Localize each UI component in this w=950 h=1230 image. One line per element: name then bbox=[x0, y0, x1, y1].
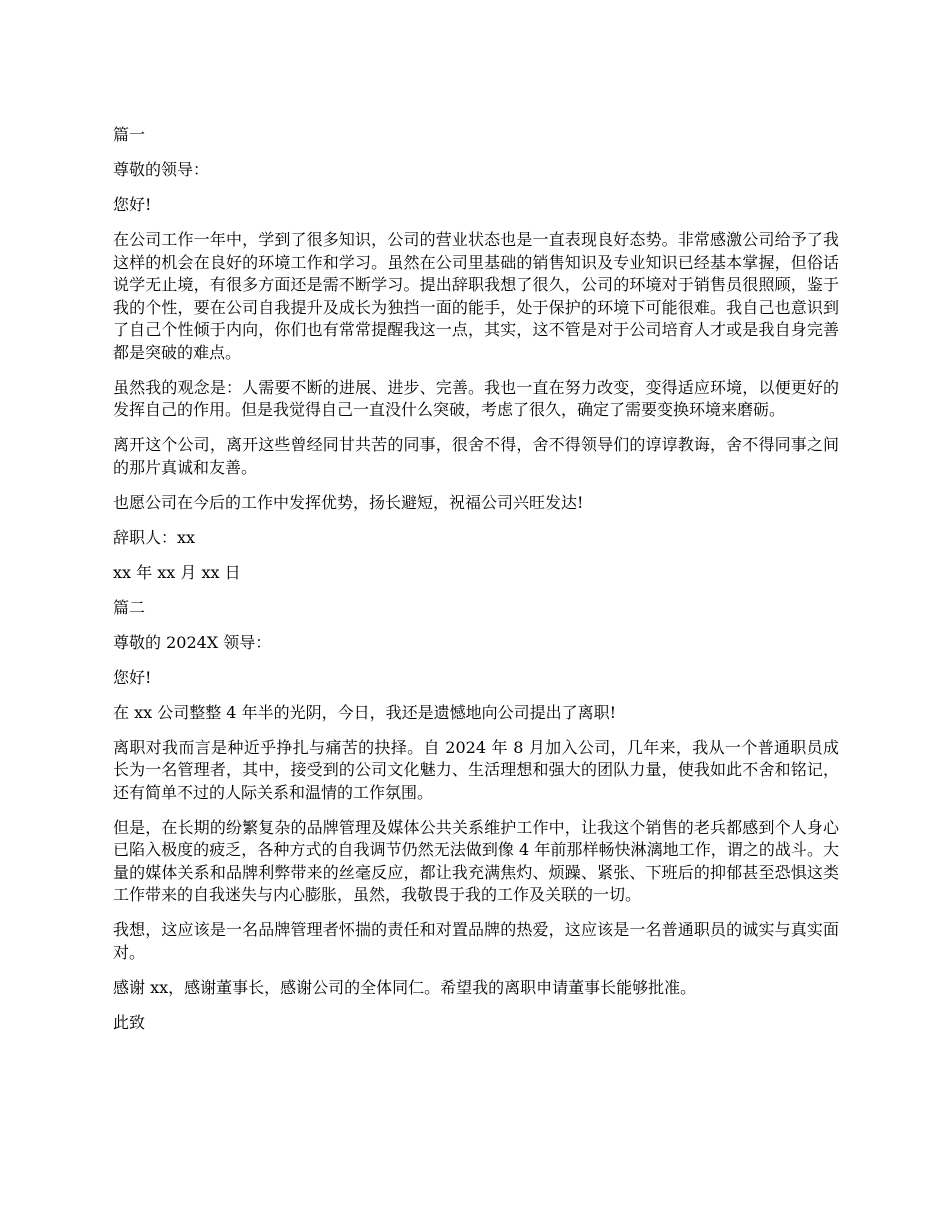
body-paragraph-3: 离开这个公司，离开这些曾经同甘共苦的同事，很舍不得，舍不得领导们的谆谆教诲，舍不得同事之间的那片真诚和友善。 bbox=[113, 435, 839, 477]
body-paragraph-4: 也愿公司在今后的工作中发挥优势，扬长避短，祝福公司兴旺发达! bbox=[113, 492, 584, 512]
section-heading-1: 篇一 bbox=[113, 125, 146, 144]
salutation-2: 尊敬的 2024X 领导： bbox=[113, 632, 272, 652]
closing-line: 此致 bbox=[113, 1012, 146, 1032]
body-paragraph-7: 但是，在长期的纷繁复杂的品牌管理及媒体公共关系维护工作中，让我这个销售的老兵都感到个人身心已陷入极度的疲乏，各种方式的自我调节仍然无法做到像 4 年前那样畅快淋漓地工作，谓之的战斗。大量的媒体关系和品牌利弊带来的丝毫反应，都让我充满焦灼、烦躁、紧张、下班后的抑郁甚至恐惧这类工作带来的自我迷失与内心膨胀，虽然，我敬畏于我的工作及关联的一切。 bbox=[113, 817, 839, 904]
date-line: xx 年 xx 月 xx 日 bbox=[113, 562, 241, 582]
section-heading-2: 篇二 bbox=[113, 597, 146, 617]
body-paragraph-6: 离职对我而言是种近乎挣扎与痛苦的抉择。自 2024 年 8 月加入公司，几年来，我从一个普通职员成长为一名管理者，其中，接受到的公司文化魅力、生活理想和强大的团队力量，使我如此不舍和铭记，还有简单不过的人际关系和温情的工作氛围。 bbox=[113, 737, 839, 802]
signature-line: 辞职人：xx bbox=[113, 527, 196, 547]
body-paragraph-9: 感谢 xx，感谢董事长，感谢公司的全体同仁。希望我的离职申请董事长能够批准。 bbox=[113, 977, 697, 997]
body-paragraph-1: 在公司工作一年中，学到了很多知识，公司的营业状态也是一直表现良好态势。非常感激公司给予了我这样的机会在良好的环境工作和学习。虽然在公司里基础的销售知识及专业知识已经基本掌握，但俗话说学无止境，有很多方面还是需不断学习。提出辞职我想了很久，公司的环境对于销售员很照顾，鉴于我的个性，要在公司自我提升及成长为独挡一面的能手，处于保护的环境下可能很难。我自己也意识到了自己个性倾于内向，你们也有常常提醒我这一点，其实，这不管是对于公司培育人才或是我自身完善都是突破的难点。 bbox=[113, 230, 839, 362]
greeting-1: 您好! bbox=[113, 195, 152, 214]
greeting-2: 您好! bbox=[113, 667, 152, 687]
salutation-1: 尊敬的领导： bbox=[113, 160, 210, 179]
body-paragraph-5: 在 xx 公司整整 4 年半的光阴，今日，我还是遗憾地向公司提出了离职! bbox=[113, 702, 617, 722]
body-paragraph-8: 我想，这应该是一名品牌管理者怀揣的责任和对置品牌的热爱，这应该是一名普通职员的诚实与真实面对。 bbox=[113, 920, 839, 962]
document-page bbox=[113, 124, 839, 1047]
body-paragraph-2: 虽然我的观念是：人需要不断的进展、进步、完善。我也一直在努力改变，变得适应环境，以便更好的发挥自己的作用。但是我觉得自己一直没什么突破，考虑了很久，确定了需要变换环境来磨砺。 bbox=[113, 377, 839, 419]
